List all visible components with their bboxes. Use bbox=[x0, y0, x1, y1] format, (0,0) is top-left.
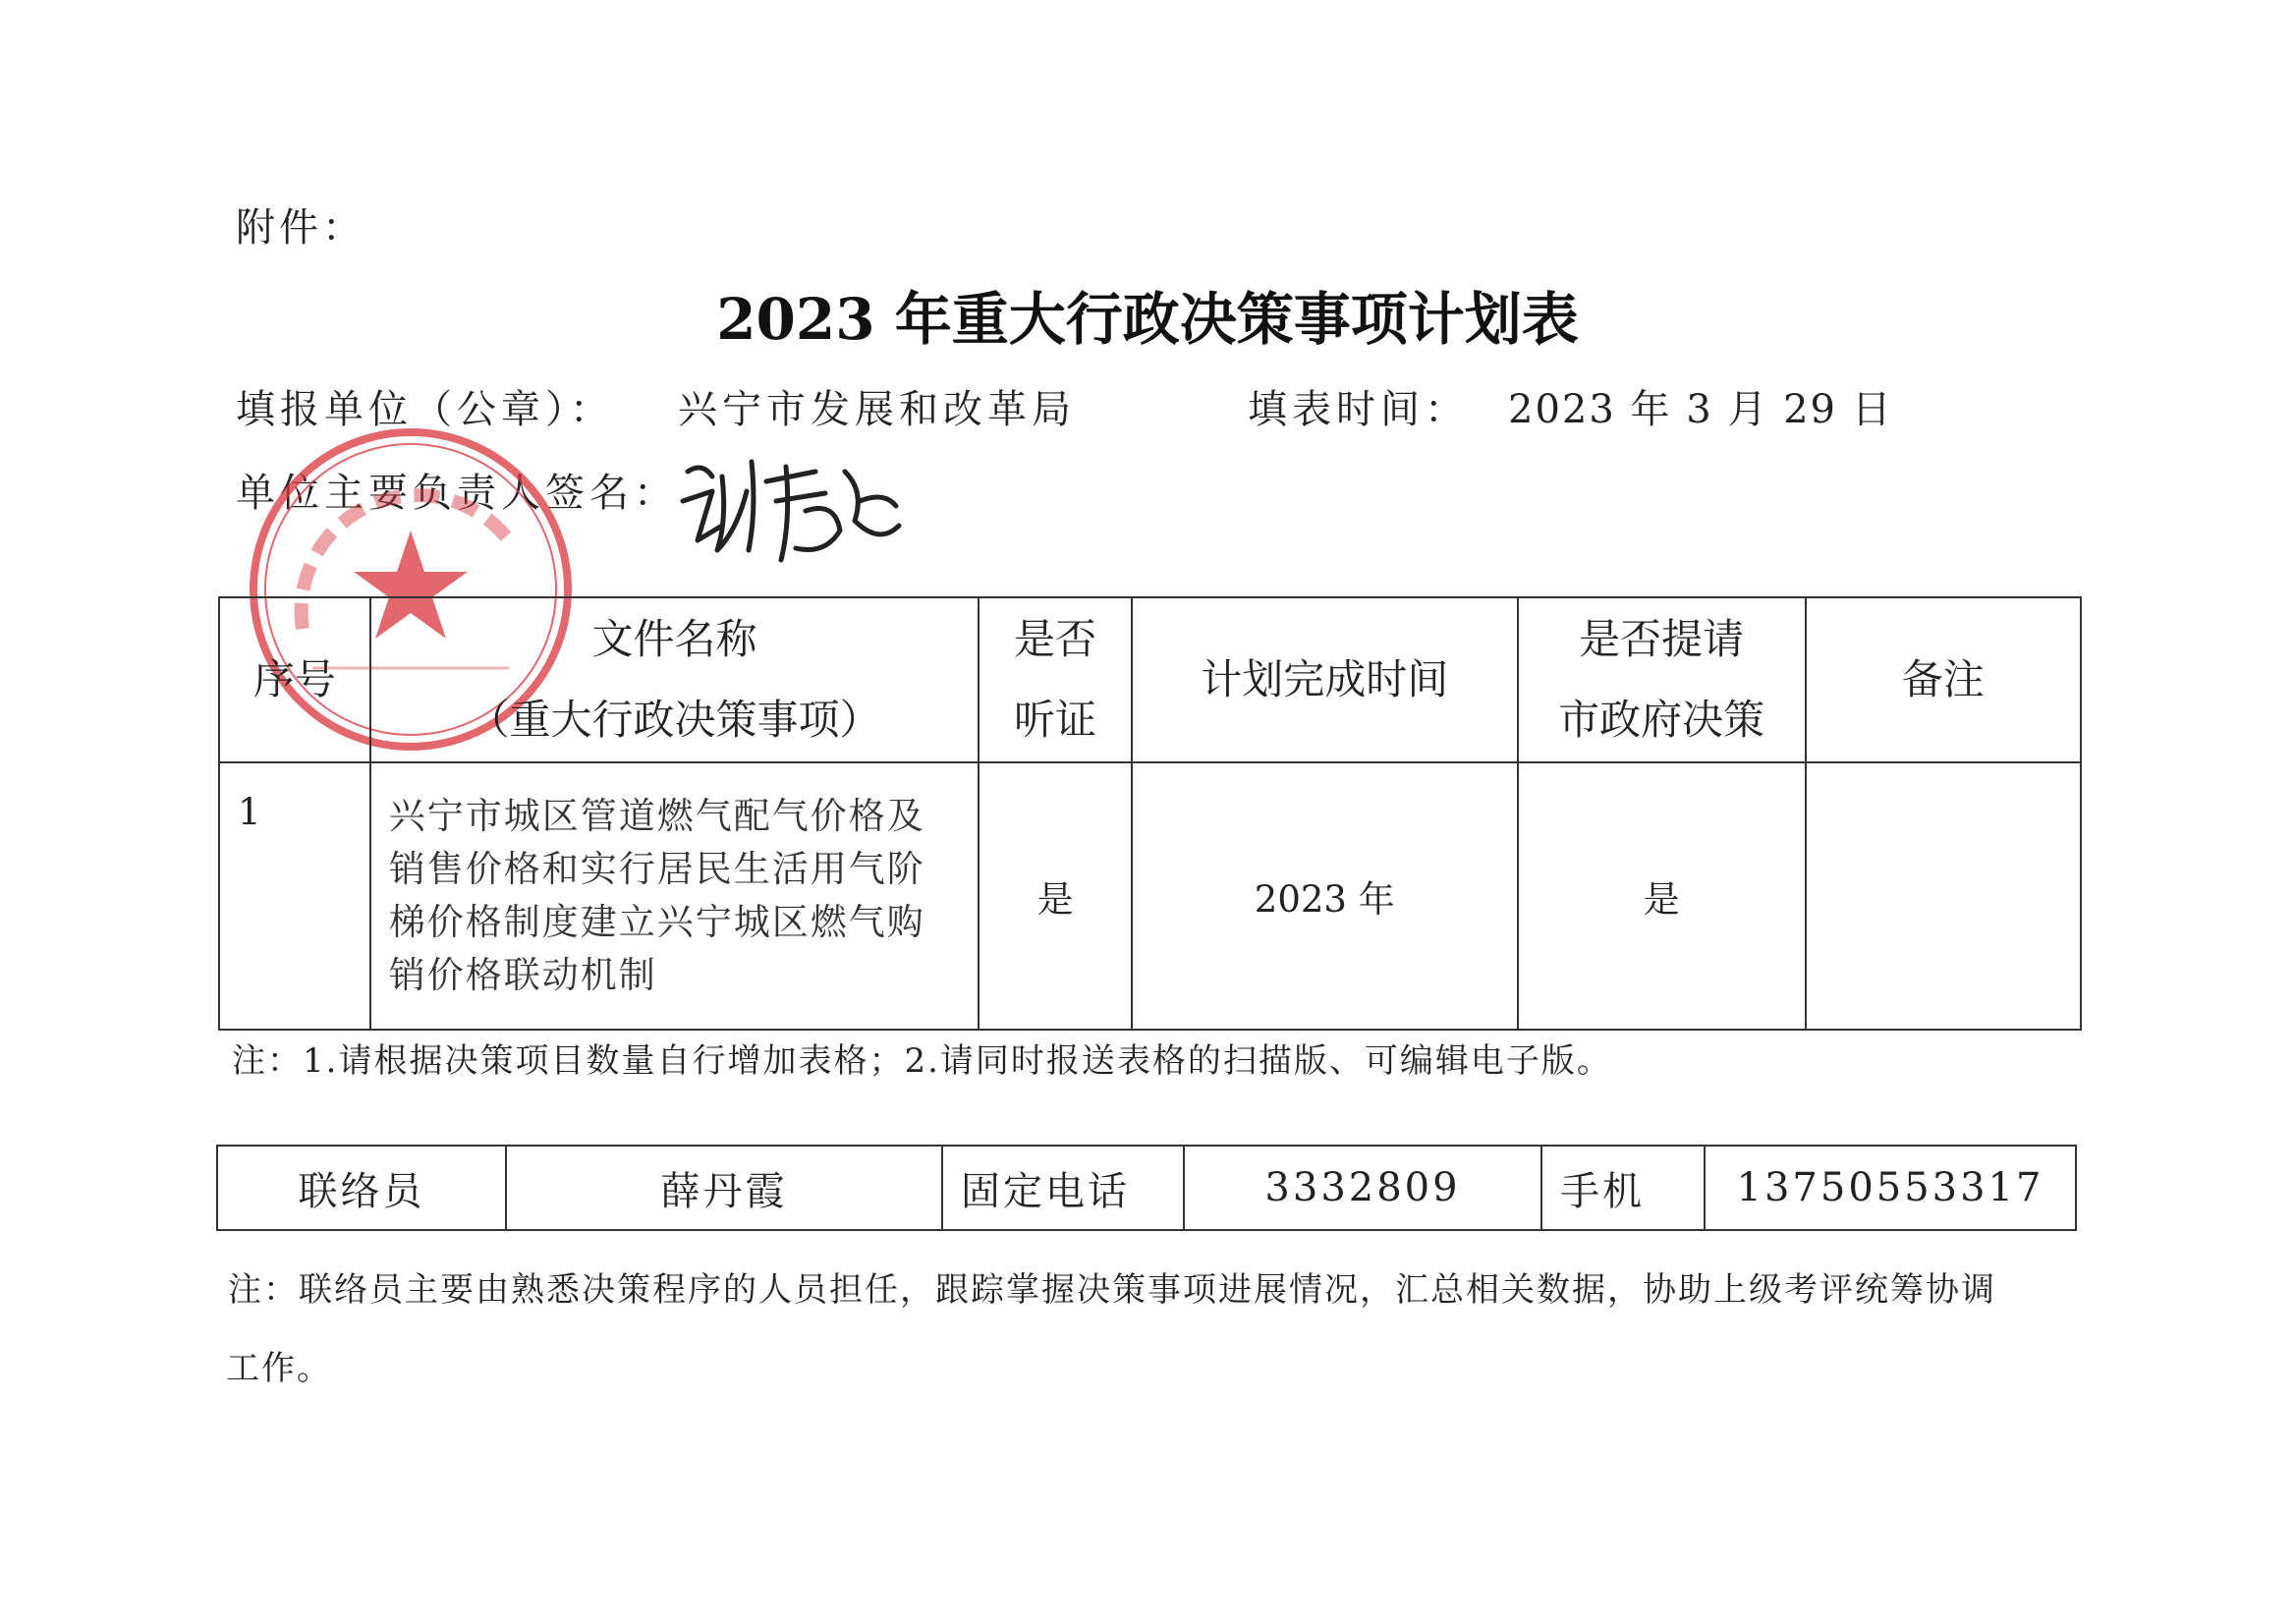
contact-table bbox=[216, 1145, 2077, 1231]
liaison-note: 注：联络员主要由熟悉决策程序的人员担任，跟踪掌握决策事项进展情况，汇总相关数据，协助上级考评统筹协调 bbox=[228, 1270, 1996, 1310]
header-planned-time: 计划完成时间 bbox=[1132, 597, 1518, 762]
header-hearing: 是否 听证 bbox=[979, 597, 1132, 762]
row-document: 兴宁市城区管道燃气配气价格及销售价格和实行居民生活用气阶梯价格制度建立兴宁城区燃气购销价格联动机制 bbox=[370, 762, 979, 1030]
liaison-label: 联络员 bbox=[217, 1146, 506, 1230]
row-hearing: 是 bbox=[979, 762, 1132, 1030]
landline-value: 3332809 bbox=[1184, 1146, 1541, 1230]
date-value: 2023 年 3 月 29 日 bbox=[1508, 387, 1893, 432]
decision-plan-table bbox=[218, 596, 2082, 1031]
liaison-name: 薛丹霞 bbox=[506, 1146, 942, 1230]
row-planned-time: 2023 年 bbox=[1132, 762, 1518, 1030]
row-remark bbox=[1806, 762, 2082, 1030]
table-header-row bbox=[219, 597, 2081, 762]
page-title: 2023 年重大行政决策事项计划表 bbox=[716, 286, 1579, 353]
header-document: 文件名称 （重大行政决策事项） bbox=[370, 597, 979, 762]
header-remark: 备注 bbox=[1806, 597, 2082, 762]
table-note: 注：1.请根据决策项目数量自行增加表格；2.请同时报送表格的扫描版、可编辑电子版。 bbox=[232, 1041, 1612, 1081]
header-submit-decision: 是否提请 市政府决策 bbox=[1518, 597, 1806, 762]
unit-label: 填报单位（公章）： bbox=[236, 387, 614, 432]
landline-label: 固定电话 bbox=[942, 1146, 1184, 1230]
mobile-value: 13750553317 bbox=[1705, 1146, 2076, 1230]
date-label: 填表时间： bbox=[1248, 387, 1469, 432]
row-submit-decision: 是 bbox=[1518, 762, 1806, 1030]
table-row bbox=[219, 762, 2081, 1030]
row-index: 1 bbox=[219, 762, 370, 1030]
header-index: 序号 bbox=[219, 597, 370, 762]
unit-value: 兴宁市发展和改革局 bbox=[678, 387, 1076, 432]
contact-row bbox=[217, 1146, 2076, 1230]
signature-label: 单位主要负责人签名： bbox=[236, 471, 678, 516]
handwritten-signature bbox=[668, 432, 914, 580]
liaison-note-continued: 工作。 bbox=[226, 1349, 332, 1388]
attachment-label: 附件： bbox=[236, 205, 365, 251]
mobile-label: 手机 bbox=[1541, 1146, 1705, 1230]
